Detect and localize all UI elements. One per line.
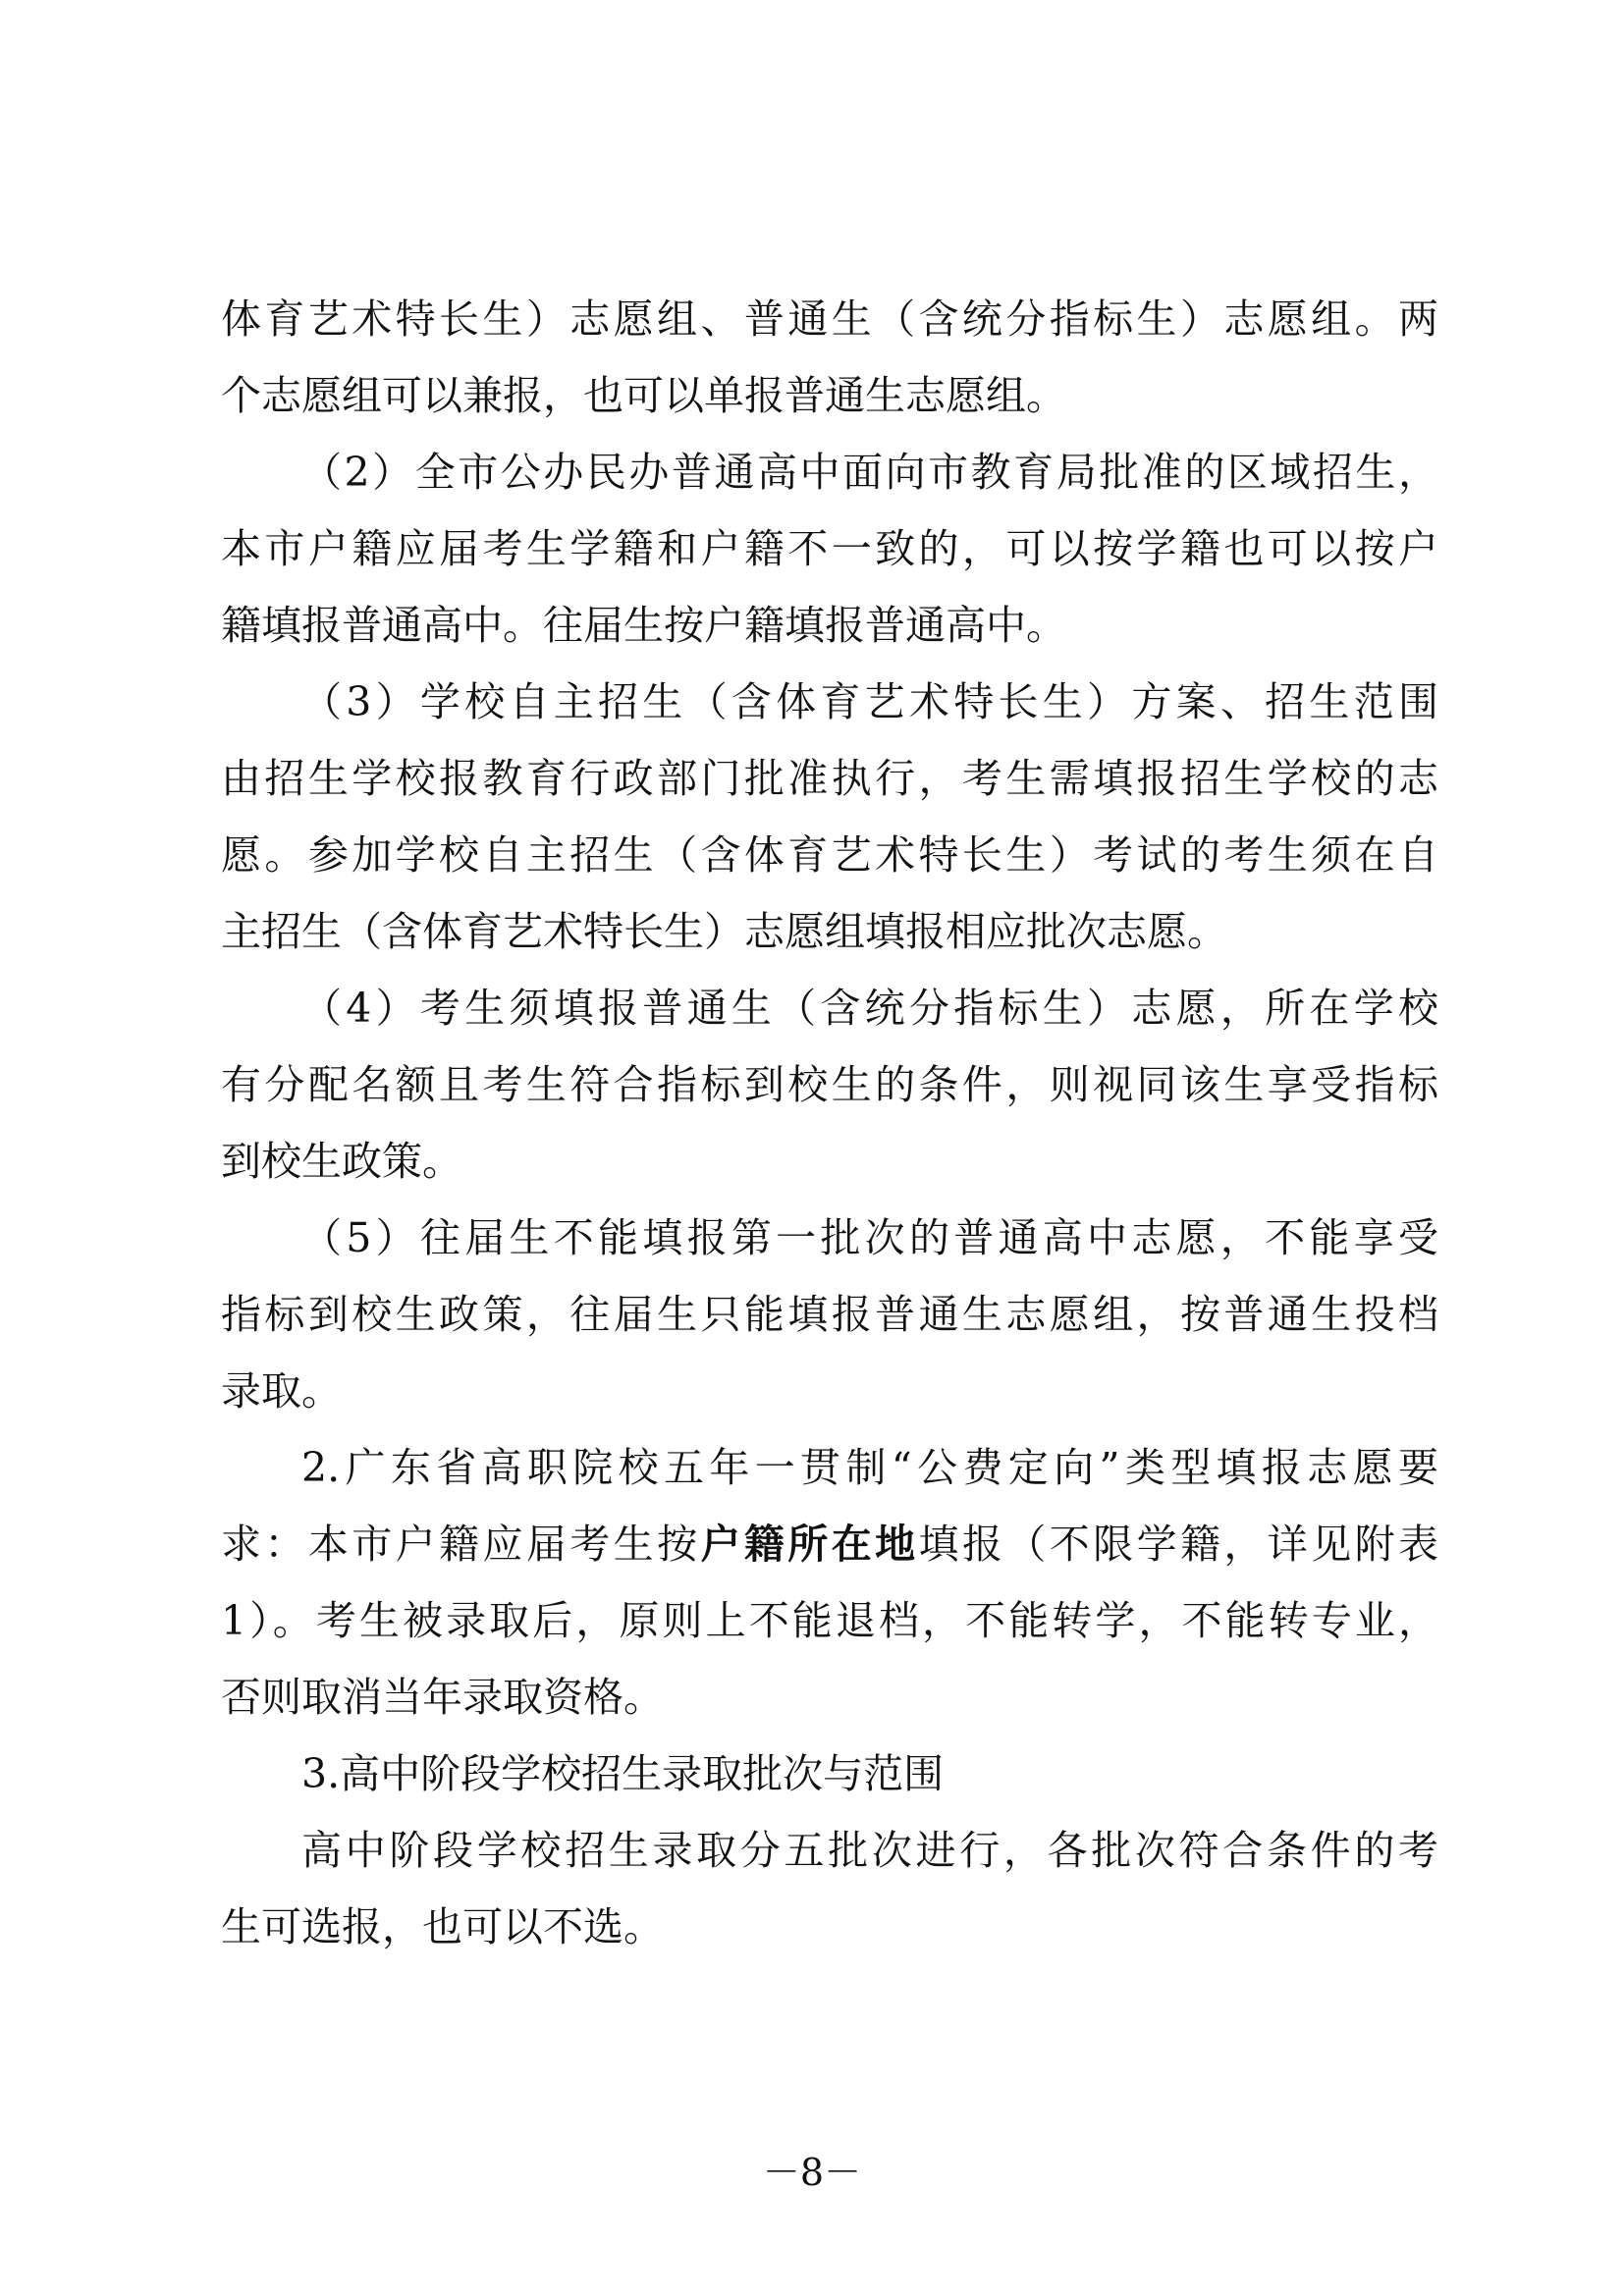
text-line: 生可选报，也可以不选。: [221, 1903, 664, 1950]
text-line: 体育艺术特长生）志愿组、普通生（含统分指标生）志愿组。两: [221, 295, 1438, 343]
text-line: 本市户籍应届考生学籍和户籍不一致的，可以按学籍也可以按户: [221, 525, 1438, 572]
text-line-with-emphasis: [221, 1520, 1438, 1569]
emphasis-text: 户籍所在地: [700, 1521, 919, 1568]
section-3-heading: 3.高中阶段学校招生录取批次与范围: [301, 1750, 945, 1797]
text-line: 由招生学校报教育行政部门批准执行，考生需填报招生学校的志: [221, 755, 1438, 802]
text-line: 主招生（含体育艺术特长生）志愿组填报相应批次志愿。: [221, 908, 1227, 955]
text-line: 否则取消当年录取资格。: [221, 1674, 664, 1721]
paragraph-2-line: （2）全市公办民办普通高中面向市教育局批准的区域招生，: [301, 449, 1438, 496]
text-line: 高中阶段学校招生录取分五批次进行，各批次符合条件的考: [301, 1827, 1438, 1874]
text-run: 填报（不限学籍，详见附表: [918, 1521, 1439, 1568]
paragraph-3-line: （3）学校自主招生（含体育艺术特长生）方案、招生范围: [301, 678, 1438, 725]
paragraph-5-line: （5）往届生不能填报第一批次的普通高中志愿，不能享受: [301, 1214, 1438, 1261]
text-line: 籍填报普通高中。往届生按户籍填报普通高中。: [221, 602, 1066, 649]
paragraph-4-line: （4）考生须填报普通生（含统分指标生）志愿，所在学校: [301, 985, 1438, 1032]
text-line: 有分配名额且考生符合指标到校生的条件，则视同该生享受指标: [221, 1061, 1438, 1108]
page-number: －8－: [762, 2151, 862, 2194]
text-line: 愿。参加学校自主招生（含体育艺术特长生）考试的考生须在自: [221, 831, 1438, 879]
text-line: 个志愿组可以兼报，也可以单报普通生志愿组。: [221, 372, 1066, 419]
text-line: 1）。考生被录取后，原则上不能退档，不能转学，不能转专业，: [221, 1597, 1438, 1644]
text-line: 录取。: [221, 1367, 342, 1415]
text-line: 到校生政策。: [221, 1138, 462, 1185]
section-2-heading-line: 2.广东省高职院校五年一贯制“公费定向”类型填报志愿要: [301, 1444, 1438, 1491]
text-run: 求：本市户籍应届考生按: [221, 1521, 701, 1568]
text-line: 指标到校生政策，往届生只能填报普通生志愿组，按普通生投档: [221, 1291, 1438, 1338]
